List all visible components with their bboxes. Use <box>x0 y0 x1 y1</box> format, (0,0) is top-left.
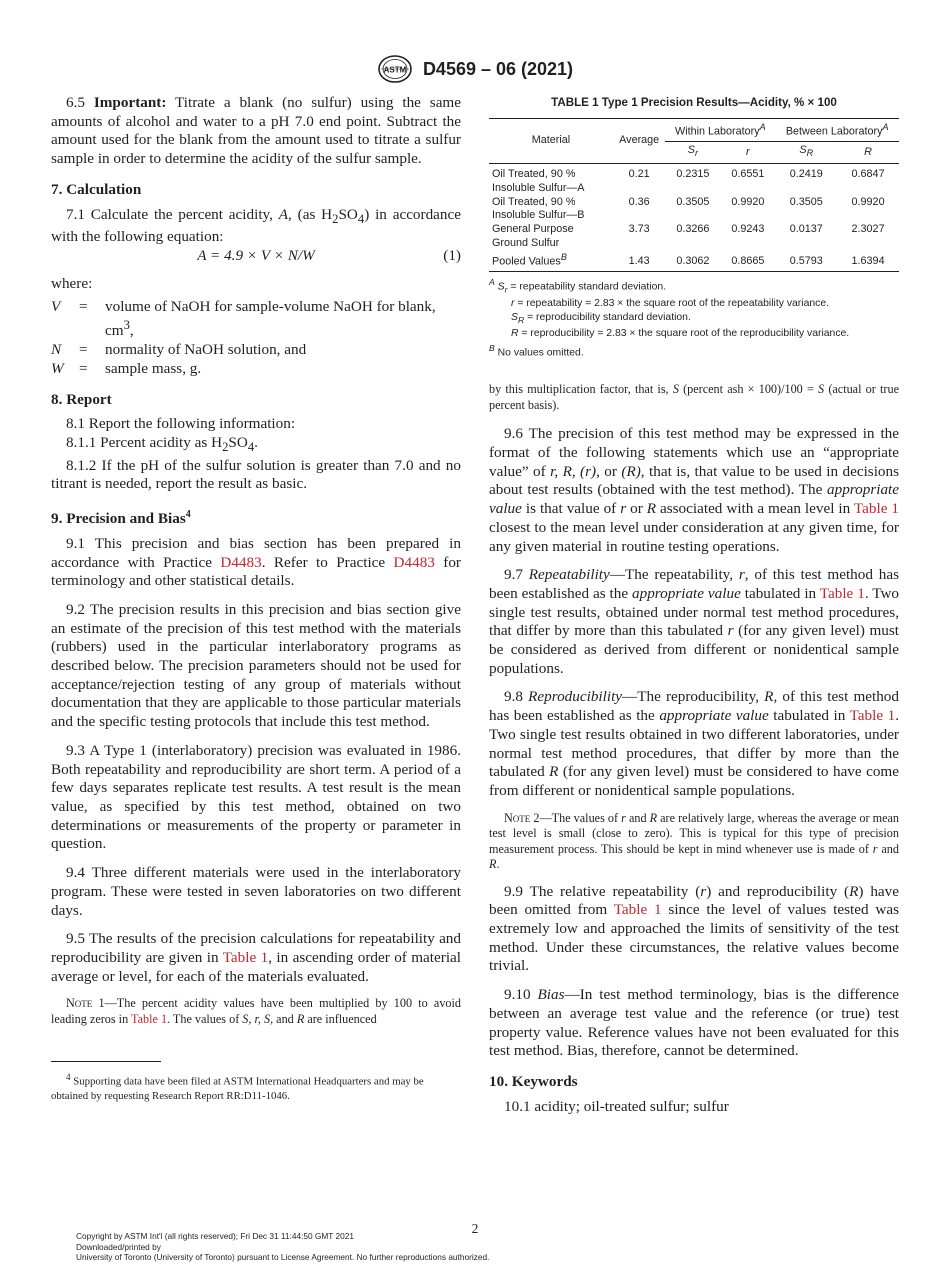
table-cell-material: Pooled Values$^B$ <box>489 251 613 272</box>
table-cell: 0.3505 <box>676 195 710 208</box>
table-row <box>489 164 899 196</box>
table-cell: 0.2419 <box>789 168 823 181</box>
paragraph-8-1-2: 8.1.2 If the pH of the sulfur solution is greater than 7.0 and no titrant is needed, report the result as basic. <box>51 456 461 493</box>
column-header-r: r <box>720 142 775 164</box>
table-cell: 0.8665 <box>720 251 775 272</box>
copyright-notice: Copyright by ASTM Int'l (all rights reserved); Fri Dec 31 11:44:50 GMT 2021 Downloaded/printed by University of Toronto (University of Toronto) pursuant to License Agreement. No further reproductions authorized. <box>76 1231 490 1263</box>
table-cell: 0.2315 <box>676 168 710 181</box>
equation-1 <box>51 247 461 269</box>
table-1-link[interactable]: Table 1 <box>131 1011 168 1026</box>
column-header-between: Between Laboratory$^A$ <box>775 118 899 141</box>
section-10-heading: 10. Keywords <box>489 1073 578 1090</box>
paragraph-9-7: 9.7 Repeatability—The repeatability, r, of this test method has been established as the appropriate value tabulated in Table 1. Two single test results, obtained under normal test method procedures, that differ by more than this tabulated r (for any given level) must be considered as derived from different or nonidentical sample populations. <box>489 566 900 677</box>
table-footnote-a: $S_R$ = reproducibility standard deviation. <box>511 311 691 325</box>
paragraph-9-6: 9.6 The precision of this test method may be expressed in the format of the following statements which use an “appropriate value” of r, R, (r), or (R), that is, that value to be used in decisions about test results (obtained with the test method). The appropriate value is that value of r or R associated with a mean level in Table 1 closest to the mean level under consideration at any given time, for any given material in routine testing operations. <box>489 425 900 555</box>
table-row <box>489 251 899 272</box>
note-2: Note 2—The values of r and R are relatively large, whereas the average or mean test level is small (close to zero). This is typical for this type of precision measurement process. This should be kept in mind whenever use is made of r and R. <box>489 810 899 872</box>
right-column <box>489 94 899 1126</box>
paragraph-6-5: 6.5 Important: Titrate a blank (no sulfur) using the same amounts of alcohol and water to a pH 7.0 end point. Subtract the amount used for the blank from the amount used to titrate a sulfur sample in order to determine the acidity of the sulfur sample. <box>51 94 461 168</box>
table-cell-material: Oil Treated, 90 % Insoluble Sulfur—B <box>492 195 585 222</box>
table-cell: 0.3505 <box>789 195 823 208</box>
table-1-link[interactable]: Table 1 <box>613 901 662 919</box>
section-8-heading: 8. Report <box>51 390 112 408</box>
left-column <box>51 94 461 1103</box>
table-row <box>489 223 899 251</box>
column-header-average: Average <box>613 118 665 163</box>
paragraph-9-9: 9.9 The relative repeatability (r) and reproducibility (R) have been omitted from Table 1 since the level of values tested was extremely low and approached the limits of sensitivity of the test method. Under these circumstances, the relative values become trivial. <box>489 882 899 975</box>
section-7-heading: 7. Calculation <box>51 180 142 198</box>
table-cell: 3.73 <box>628 223 650 236</box>
definition-row: W = sample mass, g. <box>51 359 202 377</box>
equation-text: A = 4.9 × V × N/W <box>197 246 315 264</box>
definition-row: N = normality of NaOH solution, and <box>51 341 307 359</box>
table-cell-material: General Purpose Ground Sulfur <box>492 223 574 250</box>
table-footnote-a: R = reproducibility = 2.83 × the square root of the reproducibility variance. <box>511 327 850 339</box>
paragraph-9-2: 9.2 The precision results in this precision and bias section give an estimate of the precision of this test method with the materials (rubbers) used in the particular interlaboratory programs as described below. The precision parameters should not be used for acceptance/rejection testing of any group of materials without documentation that they are applicable to those particular materials and the specific testing protocols that include this test method. <box>51 600 461 731</box>
table-footnotes <box>489 275 899 360</box>
table-cell: 0.3266 <box>676 223 710 236</box>
footnote-divider <box>51 1061 161 1062</box>
definition-row: V = volume of NaOH for sample-volume NaOH for blank, $cm^3$, <box>51 297 436 340</box>
d4483-link[interactable]: D4483 <box>220 553 262 571</box>
table-cell: 0.3062 <box>665 251 720 272</box>
equation-number: (1) <box>443 246 461 264</box>
paragraph-9-5: 9.5 The results of the precision calculations for repeatability and reproducibility are given in Table 1, in ascending order of material average or level, for each of the materials evaluated. <box>51 930 461 985</box>
note-1: Note 1—The percent acidity values have been multiplied by 100 to avoid leading zeros in Table 1. The values of S, r, S, and R are influenced <box>51 996 462 1026</box>
table-cell: 0.9920 <box>731 195 765 208</box>
page-number: 2 <box>471 1221 479 1236</box>
document-id: D4569 – 06 (2021) <box>422 58 574 79</box>
paragraph-8-1: 8.1 Report the following information: <box>66 415 296 433</box>
table-cell: 0.5793 <box>775 251 837 272</box>
footnote-4: $^4$ Supporting data have been filed at ASTM International Headquarters and may be obtained by requesting Research Report RR:D11-1046. <box>51 1072 424 1102</box>
where-label: where: <box>51 274 93 292</box>
table-cell: 0.9920 <box>851 195 885 208</box>
d4483-link[interactable]: D4483 <box>393 553 435 571</box>
precision-table <box>489 118 899 273</box>
table-title: TABLE 1 Type 1 Precision Results—Acidity, % × 100 <box>551 96 837 109</box>
column-header-sR: $S_R$ <box>775 142 837 164</box>
table-1-link[interactable]: Table 1 <box>853 500 899 518</box>
paragraph-8-1-1: 8.1.1 Percent acidity as $H_2SO_4$. <box>66 433 258 454</box>
column-header-within: Within Laboratory$^A$ <box>665 118 775 141</box>
paragraph-9-4: 9.4 Three different materials were used in the interlaboratory program. These were tested in seven laboratories on two different days. <box>51 864 461 919</box>
paragraph-9-8: 9.8 Reproducibility—The reproducibility, R, of this test method has been established as the appropriate value tabulated in Table 1. Two single test results obtained in two different laboratories, under normal test method procedures, that differ by more than the tabulated R (for any given level) must be considered to have come from different or nonidentical sample populations. <box>489 688 900 799</box>
table-cell: 2.3027 <box>851 223 885 236</box>
table-footnote-a: $^A$ $S_r$ = repeatability standard deviation. <box>489 277 667 295</box>
table-cell: 0.0137 <box>789 223 823 236</box>
table-cell: 0.6551 <box>731 168 765 181</box>
paragraph-10-1: 10.1 acidity; oil-treated sulfur; sulfur <box>504 1097 729 1115</box>
table-footnote-a: r = repeatability = 2.83 × the square root of the repeatability variance. <box>511 297 829 309</box>
note-1-continued: by this multiplication factor, that is, S (percent ash × 100)/100 = S (actual or true percent basis). <box>489 382 899 412</box>
section-9-heading: 9. Precision and Bias$^4$ <box>51 509 191 528</box>
column-header-sr: $S_r$ <box>665 142 720 164</box>
paragraph-9-10: 9.10 Bias—In test method terminology, bias is the difference between an average test value and the reference (or true) test property value. Reference values have not been evaluated for this test method. Bias, therefore, cannot be determined. <box>489 986 900 1060</box>
svg-text:ASTM: ASTM <box>383 65 407 75</box>
variable-definitions <box>51 298 461 379</box>
column-header-R: R <box>837 142 899 164</box>
table-1-link[interactable]: Table 1 <box>849 707 896 725</box>
table-1-link[interactable]: Table 1 <box>222 948 269 966</box>
table-cell: 1.6394 <box>837 251 899 272</box>
table-cell-material: Oil Treated, 90 % Insoluble Sulfur—A <box>492 168 585 194</box>
table-row <box>489 196 899 224</box>
table-cell: 1.43 <box>613 251 665 272</box>
paragraph-9-1: 9.1 This precision and bias section has been prepared in accordance with Practice D4483. Refer to Practice D4483 for terminology and other statistical details. <box>51 534 461 590</box>
astm-logo-icon <box>377 54 413 84</box>
table-footnote-b: $^B$ No values omitted. <box>489 342 584 359</box>
table-1 <box>489 94 899 360</box>
table-cell: 0.6847 <box>851 168 885 181</box>
table-cell: 0.9243 <box>731 223 765 236</box>
table-1-link[interactable]: Table 1 <box>819 584 865 602</box>
table-cell: 0.36 <box>628 195 650 208</box>
page-header <box>0 54 950 86</box>
paragraph-7-1: 7.1 Calculate the percent acidity, A, (as $H_2SO_4$) in accordance with the following equation: <box>51 205 461 246</box>
column-header-material: Material <box>489 118 613 163</box>
table-cell: 0.21 <box>628 168 650 181</box>
paragraph-9-3: 9.3 A Type 1 (interlaboratory) precision was evaluated in 1986. Both repeatability and reproducibility are short term. A period of a few days separates replicate test results. A test result is the mean value, as specified by this test method, obtained on two determinations or measurements of the property or parameter in question. <box>51 741 461 853</box>
